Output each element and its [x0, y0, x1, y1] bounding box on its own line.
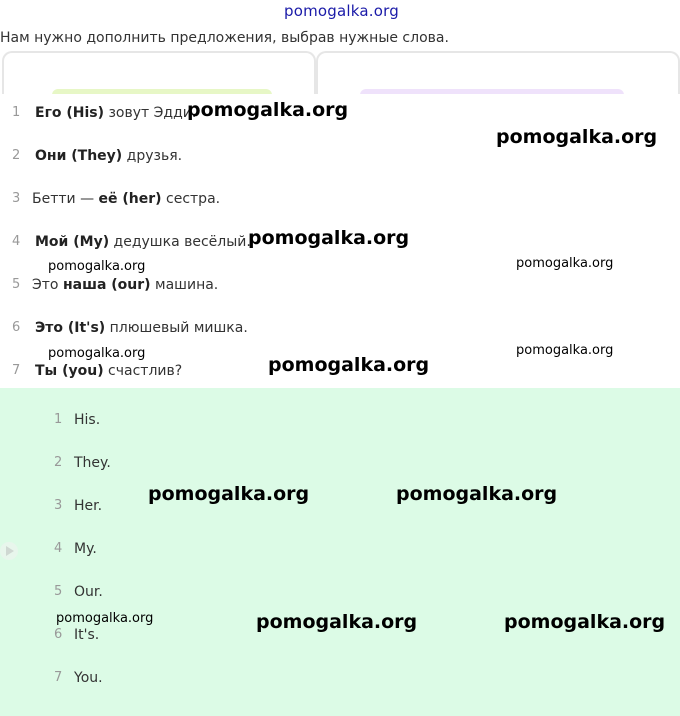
answer-number: 2 [54, 455, 63, 470]
watermark: pomogalka.org [516, 343, 614, 358]
watermark: pomogalka.org [516, 256, 614, 271]
watermark: pomogalka.org [248, 227, 410, 249]
answer-number: 1 [54, 412, 63, 427]
sentence-text [32, 277, 218, 293]
answer-number: 7 [54, 670, 63, 685]
watermark: pomogalka.org [496, 126, 658, 148]
sentence-text [35, 363, 182, 379]
sentence-text [35, 234, 251, 250]
sentence-number: 7 [12, 363, 21, 378]
sentence-number: 2 [12, 148, 21, 163]
answer-number: 6 [54, 627, 63, 642]
sentence-number: 5 [12, 277, 21, 292]
instruction-text: Нам нужно дополнить предложения, выбрав нужные слова. [0, 30, 449, 46]
sentence-after: дедушка весёлый. [109, 234, 251, 250]
sentence-answer: Мой (My) [35, 234, 110, 250]
site-logo[interactable]: pomogalka.org [284, 2, 399, 20]
watermark: pomogalka.org [48, 346, 146, 361]
watermark: pomogalka.org [187, 99, 349, 121]
watermark: pomogalka.org [396, 483, 558, 505]
play-icon[interactable] [0, 542, 18, 560]
sentence-after: друзья. [122, 148, 183, 164]
sentence-after: зовут Эдди. [104, 105, 197, 121]
sentence-text [32, 191, 220, 207]
answers-panel [0, 388, 680, 716]
sentence-number: 3 [12, 191, 21, 206]
sentence-answer: Его (His) [35, 105, 105, 121]
watermark: pomogalka.org [504, 611, 666, 633]
sentence-text [35, 105, 196, 121]
sentence-after: сестра. [161, 191, 221, 207]
answer-number: 5 [54, 584, 63, 599]
sentence-before: Это [32, 277, 63, 293]
sentence-answer: её (her) [98, 191, 162, 207]
answer-text: Our. [74, 584, 103, 600]
sentence-number: 6 [12, 320, 21, 335]
watermark: pomogalka.org [148, 483, 310, 505]
sentence-answer: Ты (you) [35, 363, 104, 379]
sentence-before: Бетти — [32, 191, 99, 207]
sentence-number: 1 [12, 105, 21, 120]
sentence-answer: Они (They) [35, 148, 123, 164]
sentence-after: счастлив? [103, 363, 183, 379]
answer-text: They. [74, 455, 111, 471]
answer-text: It's. [74, 627, 100, 643]
sentence-number: 4 [12, 234, 21, 249]
answer-number: 3 [54, 498, 63, 513]
sentence-text [35, 320, 248, 336]
answer-text: Her. [74, 498, 103, 514]
sentence-after: плюшевый мишка. [105, 320, 248, 336]
sentence-text [35, 148, 182, 164]
sentence-after: машина. [150, 277, 219, 293]
watermark: pomogalka.org [56, 611, 154, 626]
watermark: pomogalka.org [268, 354, 430, 376]
answer-text: You. [74, 670, 103, 686]
watermark: pomogalka.org [48, 259, 146, 274]
sentence-answer: Это (It's) [35, 320, 106, 336]
answer-text: My. [74, 541, 97, 557]
sentence-answer: наша (our) [62, 277, 151, 293]
watermark: pomogalka.org [256, 611, 418, 633]
answer-text: His. [74, 412, 101, 428]
answer-number: 4 [54, 541, 63, 556]
